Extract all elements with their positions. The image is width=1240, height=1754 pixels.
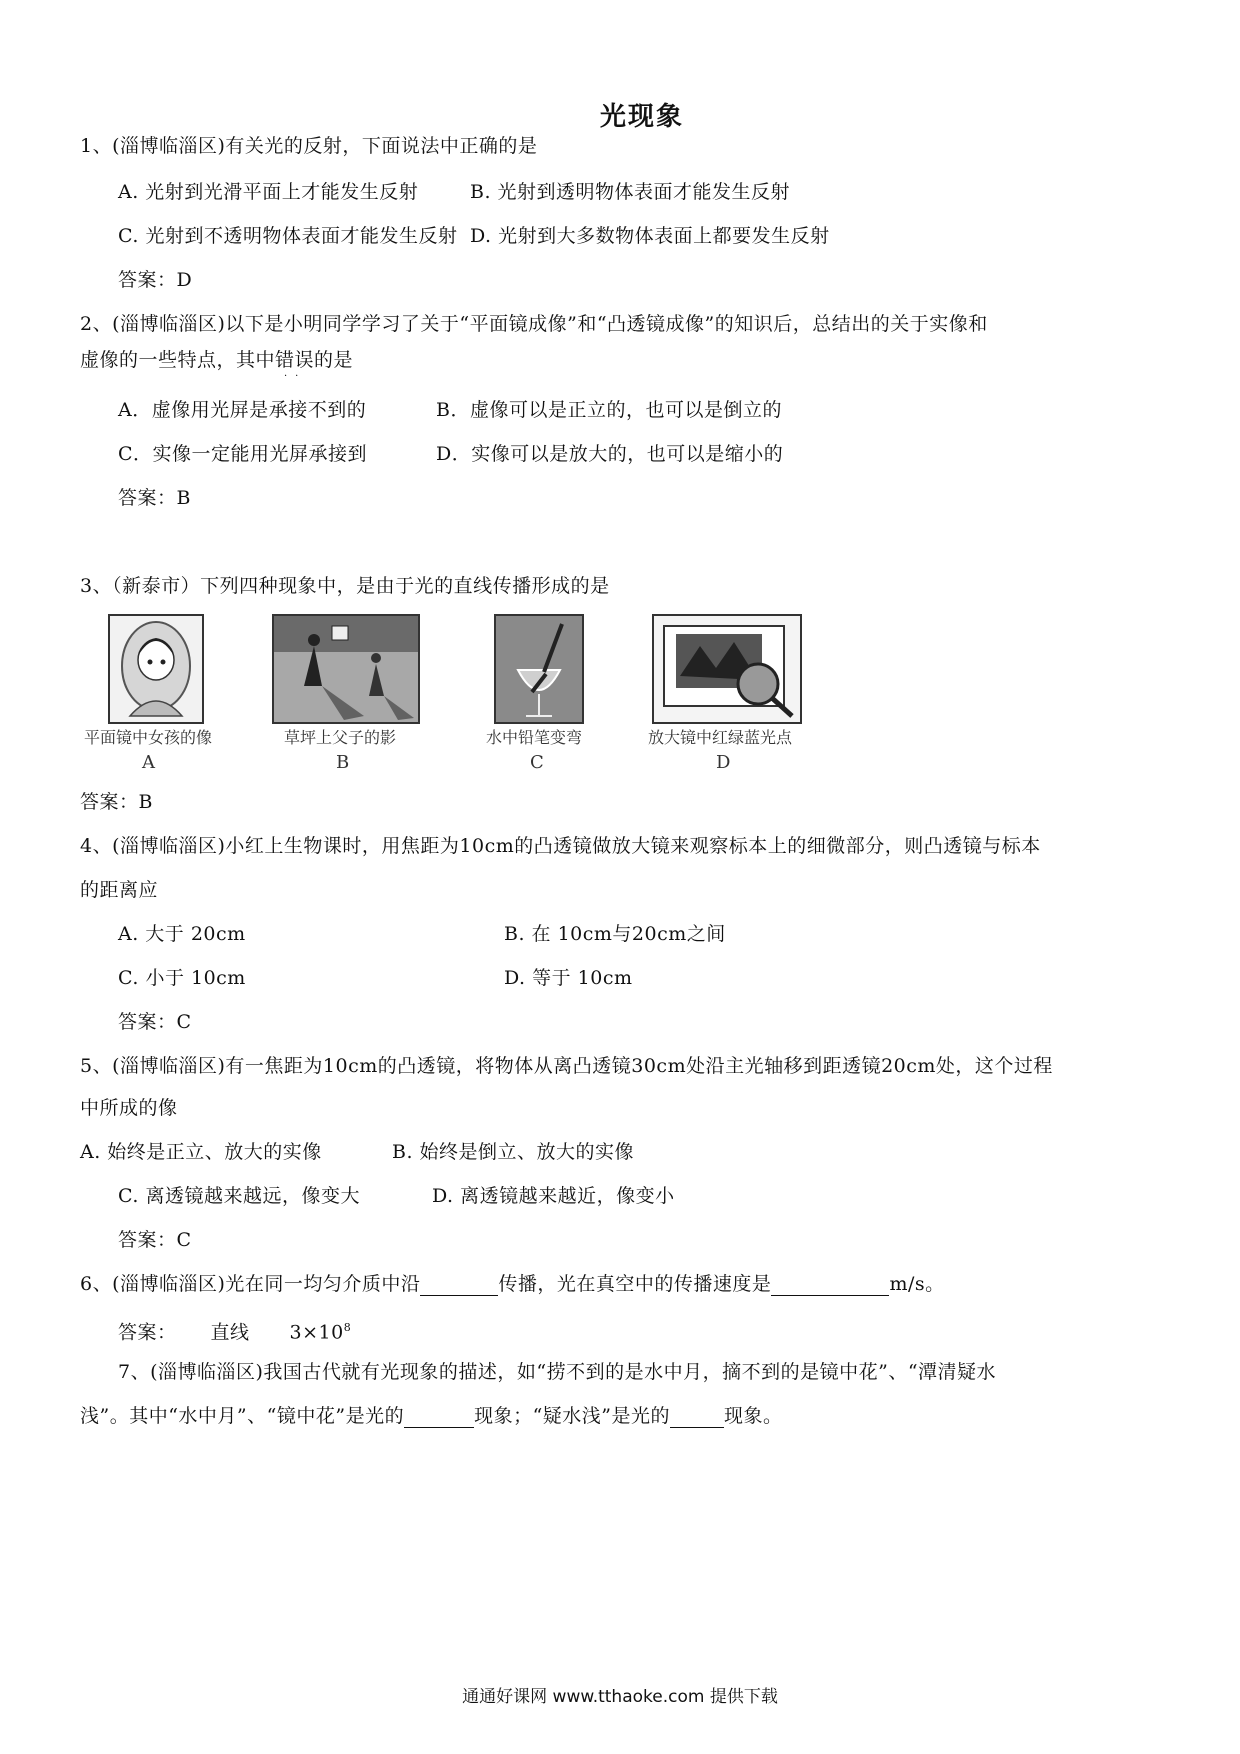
q1-option-b: B. 光射到透明物体表面才能发生反射 (470, 181, 791, 203)
q5-option-c: C. 离透镜越来越远，像变大 (118, 1185, 360, 1207)
q1-option-d: D. 光射到大多数物体表面上都要发生反射 (470, 225, 830, 247)
q2-stem-line1: 2、(淄博临淄区)以下是小明同学学习了关于“平面镜成像”和“凸透镜成像”的知识后，总结出的关于实像和 (80, 313, 988, 335)
q5-option-d: D. 离透镜越来越近，像变小 (432, 1185, 675, 1207)
q6-stem (80, 1272, 945, 1296)
q1-answer: 答案：D (118, 269, 193, 291)
q5-stem-line1: 5、(淄博临淄区)有一焦距为10cm的凸透镜，将物体从离凸透镜30cm处沿主光轴移到距透镜20cm处，这个过程 (80, 1055, 1053, 1077)
page-title: 光现象 (600, 102, 685, 132)
q4-option-a: A. 大于 20cm (118, 923, 246, 945)
q3-letter-c: C (530, 752, 544, 773)
mirror-girl-image (108, 614, 204, 724)
q5-stem-line2: 中所成的像 (80, 1097, 178, 1119)
q6-blank-2[interactable] (771, 1275, 889, 1296)
q2-answer: 答案：B (118, 487, 191, 509)
q3-caption-a: 平面镜中女孩的像 (84, 728, 213, 747)
q4-stem-line2: 的距离应 (80, 879, 159, 901)
q3-caption-d: 放大镜中红绿蓝光点 (648, 728, 793, 747)
q4-answer: 答案：C (118, 1011, 192, 1033)
q1-option-c: C. 光射到不透明物体表面才能发生反射 (118, 225, 458, 247)
q5-option-a: A. 始终是正立、放大的实像 (80, 1141, 322, 1163)
q7-line2 (80, 1404, 783, 1428)
q3-letter-b: B (336, 752, 350, 773)
magnifier-screen-image (652, 614, 802, 724)
page-footer: 通通好课网 www.tthaoke.com 提供下载 (462, 1687, 778, 1707)
q1-option-a: A. 光射到光滑平面上才能发生反射 (118, 181, 419, 203)
q3-letter-d: D (716, 752, 731, 773)
q2-emphasis-dots: ·· (284, 371, 307, 382)
q1-stem: 1、(淄博临淄区)有关光的反射，下面说法中正确的是 (80, 135, 538, 157)
q7-line1: 7、(淄博临淄区)我国古代就有光现象的描述，如“捞不到的是水中月，摘不到的是镜中花”、“潭清疑水 (118, 1361, 997, 1383)
q3-letter-a: A (142, 752, 155, 773)
q6-answer (118, 1316, 351, 1344)
bent-pencil-image (494, 614, 584, 724)
q4-option-d: D. 等于 10cm (504, 967, 633, 989)
q6-answer-2: 3×10 (289, 1321, 344, 1344)
q4-stem-line1: 4、(淄博临淄区)小红上生物课时，用焦距为10cm的凸透镜做放大镜来观察标本上的细微部分，则凸透镜与标本 (80, 835, 1041, 857)
q2-option-c: C．实像一定能用光屏承接到 (118, 443, 368, 465)
q5-option-b: B. 始终是倒立、放大的实像 (392, 1141, 635, 1163)
q6-part1: 6、(淄博临淄区)光在同一均匀介质中沿 (80, 1273, 421, 1295)
q6-answer-label: 答案： (118, 1321, 177, 1344)
q3-caption-c: 水中铅笔变弯 (486, 728, 583, 747)
q3-stem: 3、（新泰市）下列四种现象中，是由于光的直线传播形成的是 (80, 575, 610, 597)
q3-answer: 答案：B (80, 791, 153, 813)
q7-line2-c: 现象。 (724, 1405, 783, 1427)
q6-answer-2-exponent: 8 (343, 1321, 352, 1334)
q7-line2-a: 浅”。其中“水中月”、“镜中花”是光的 (80, 1405, 405, 1427)
q2-option-d: D．实像可以是放大的，也可以是缩小的 (436, 443, 784, 465)
q3-caption-b: 草坪上父子的影 (284, 728, 397, 747)
q5-answer: 答案：C (118, 1229, 192, 1251)
q2-option-b: B．虚像可以是正立的，也可以是倒立的 (436, 399, 782, 421)
q7-blank-1[interactable] (404, 1407, 474, 1428)
q4-option-c: C. 小于 10cm (118, 967, 246, 989)
q4-option-b: B. 在 10cm与20cm之间 (504, 923, 726, 945)
q6-part3: m/s。 (889, 1273, 945, 1295)
q6-answer-1: 直线 (210, 1321, 250, 1344)
q7-line2-b: 现象；“疑水浅”是光的 (474, 1405, 671, 1427)
q6-part2: 传播，光在真空中的传播速度是 (498, 1273, 772, 1295)
q6-blank-1[interactable] (420, 1275, 498, 1296)
q2-stem-line2: 虚像的一些特点，其中错误的是 (80, 349, 354, 371)
q2-option-a: A．虚像用光屏是承接不到的 (118, 399, 367, 421)
q7-blank-2[interactable] (670, 1407, 724, 1428)
lawn-shadow-image (272, 614, 420, 724)
